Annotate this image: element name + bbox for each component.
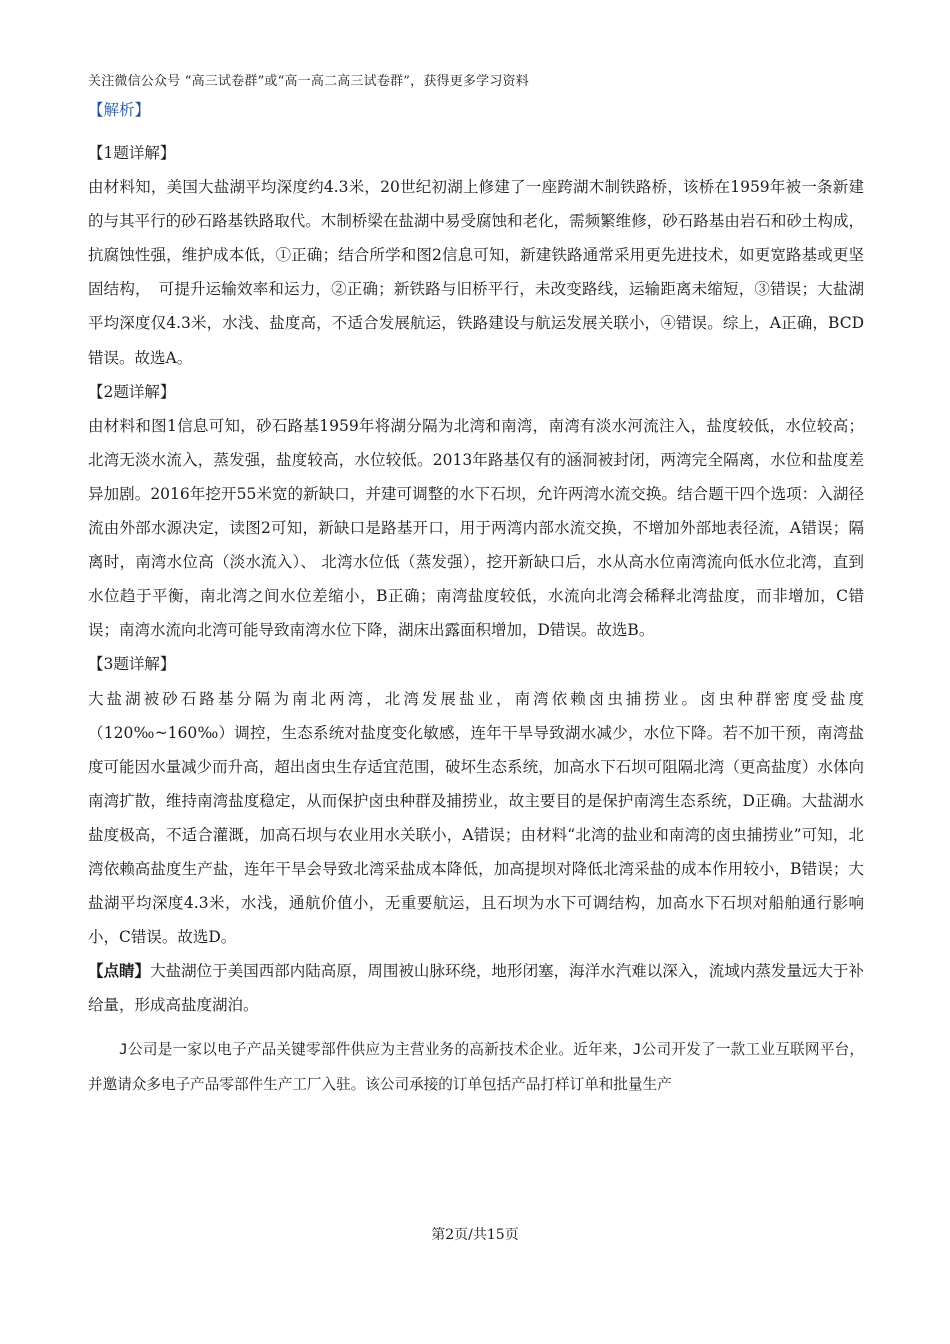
section-3-heading: 【3题详解】 [88,655,176,674]
material-text: J公司是一家以电子产品关键零部件供应为主营业务的高新技术企业。近年来，J公司开发了一款工业互联网平台，并邀请众多电子产品零部件生产工厂入驻。该公司承接的订单包括产品打样订单和批量生产 [88,1041,864,1094]
answer-body [88,136,864,1102]
material-block [88,1032,864,1102]
header-notice: 关注微信公众号 “高三试卷群”或“高一高二高三试卷群”，获得更多学习资料 [88,74,529,89]
page-number: 第2页/共15页 [431,1227,519,1243]
section-2-heading: 【2题详解】 [88,382,176,401]
section-3-text: 大盐湖被砂石路基分隔为南北两湾，北湾发展盐业，南湾依赖卤虫捕捞业。卤虫种群密度受盐度（120‰~160‰）调控，生态系统对盐度变化敏感，连年干旱导致湖水减少，水位下降。若不加干预，南湾盐度可能因水量减少而升高，超出卤虫生存适宜范围，破坏生态系统，加高水下石坝可阻隔北湾（更高盐度）水体向南湾扩散，维持南湾盐度稳定，从而保护卤虫种群及捕捞业，故主要目的是保护南湾生态系统，D正确。大盐湖水盐度极高，不适合灌溉，加高石坝与农业用水关联小，A错误；由材料“北湾的盐业和南湾的卤虫捕捞业”可知，北湾依赖高盐度生产盐，连年干旱会导致北湾采盐成本降低，加高提坝对降低北湾采盐的成本作用较小，B错误；大盐湖平均深度4.3米，水浅，通航价值小，无重要航运，且石坝为水下可调结构，加高水下石坝对船舶通行影响小，C错误。故选D。 [88,689,864,947]
tip-label: 【点睛】 [88,961,151,981]
tip-paragraph [88,954,864,1022]
tip-text: 大盐湖位于美国西部内陆高原，周围被山脉环绕，地形闭塞，海洋水汽难以深入，流域内蒸发量远大于补给量，形成高盐度湖泊。 [88,962,864,1015]
section-1-heading: 【1题详解】 [88,144,176,162]
analysis-label: 【解析】 [88,101,151,119]
section-2-text: 由材料和图1信息可知，砂石路基1959年将湖分隔为北湾和南湾，南湾有淡水河流注入，盐度较低，水位较高；北湾无淡水流入，蒸发强，盐度较高，水位较低。2013年路基仅有的涵洞被封闭，两湾完全隔离，水位和盐度差异加剧。2016年挖开55米宽的新缺口，并建可调整的水下石坝，允许两湾水流交换。结合题干四个选项：入湖径流由外部水源决定，读图2可知，新缺口是路基开口，用于两湾内部水流交换，不增加外部地表径流，A错误；隔离时，南湾水位高（淡水流入）、 北湾水位低（蒸发强），挖开新缺口后，水从高水位南湾流向低水位北湾，直到水位趋于平衡，南北湾之间水位差缩小，B正确；南湾盐度较低，水流向北湾会稀释北湾盐度，而非增加，C错误；南湾水流向北湾可能导致南湾水位下降，湖床出露面积增加，D错误。故选B。 [88,416,864,640]
section-1-text: 由材料知，美国大盐湖平均深度约4.3米，20世纪初湖上修建了一座跨湖木制铁路桥，该桥在1959年被一条新建的与其平行的砂石路基铁路取代。木制桥梁在盐湖中易受腐蚀和老化，需频繁维修，砂石路基由岩石和砂土构成，抗腐蚀性强，维护成本低，①正确；结合所学和图2信息可知，新建铁路通常采用更先进技术，如更宽路基或更坚固结构， 可提升运输效率和运力，②正确；新铁路与旧桥平行，未改变路线，运输距离未缩短，③错误；大盐湖平均深度仅4.3米，水浅、盐度高，不适合发展航运，铁路建设与航运发展关联小，④错误。综上，A正确，BCD错误。故选A。 [88,178,864,367]
